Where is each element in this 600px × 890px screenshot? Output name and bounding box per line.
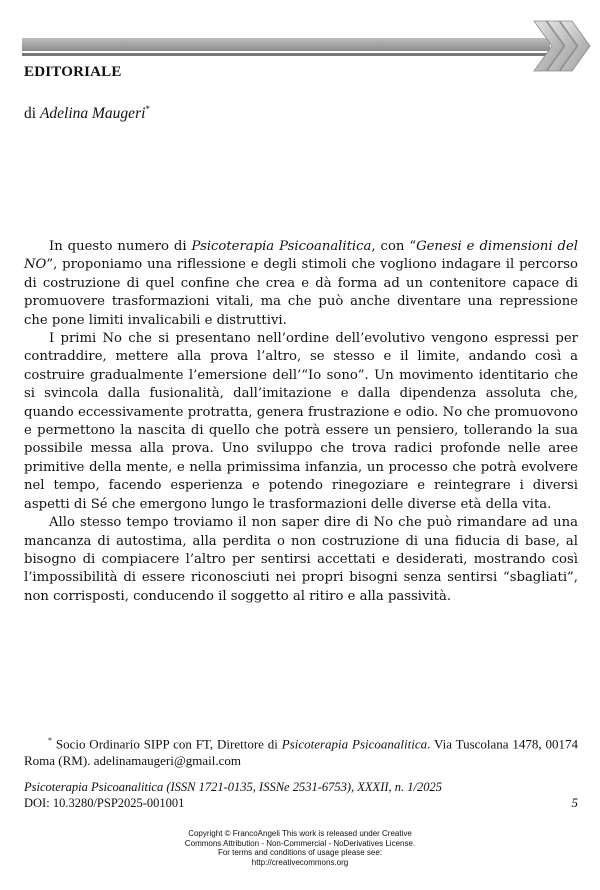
paragraph-3: Allo stesso tempo troviamo il non saper dire di No che può rimandare ad una mancanza di autostima, alla perdita o non costruzione di una fiducia di base, al bisogno di compiacere l’altro per sentirsi accettati e desiderati, mostrando così l’impossibilità di essere riconosciuti nei propri bisogni senza sentirsi “sbagliati”, non corrisposti, conducendo il soggetto al ritiro e alla passività. [24,515,578,604]
footnote [24,732,578,769]
doi: DOI: 10.3280/PSP2025-001001 [24,796,185,810]
paragraph-1-text: In questo numero di [49,239,192,254]
chevron-arrows-icon [532,19,592,74]
journal-title: Psicoterapia Psicoanalitica [191,239,372,254]
section-title: EDITORIALE [24,64,122,80]
paragraph-2: I primi No che si presentano nell’ordine dell’evolutivo vengono espressi per contraddire, mettere alla prova l’altro, se stesso e il limite, andando così a costruire gradualmente l’emersione dell’“Io sono”. Un movimento identitario che si svincola dalla fusionalità, dall’imitazione e dalla dipendenza assoluta che, quando eccessivamente protratta, genera frustrazione e odio. No che promuovono e permettono la nascita di quello che potrà essere un pensiero, tollerando la sua possibile messa alla prova. Uno sviluppo che trova radici profonde nelle aree primitive della mente, e nella primissima infanzia, un processo che potrà evolvere nel tempo, facendo esperienza e potendo rinegoziare e reintegrare i diversi aspetti di Sé che emergono lungo le trasformazioni delle diverse età della vita. [24,331,578,512]
copyright-line-2: Commons Attribution - Non-Commercial - NoDerivatives License. [184,838,416,848]
copyright-notice [0,829,600,867]
article-body [24,238,578,606]
citation-block [24,779,578,811]
copyright-line-3: For terms and conditions of usage please see: [217,848,383,858]
copyright-link: http://creativecommons.org [251,857,349,867]
footnote-text: Socio Ordinario SIPP con FT, Direttore di [52,736,282,752]
issue-theme: Genesi e dimensioni del NO [24,239,578,273]
byline [24,104,150,123]
copyright-line-1: Copyright © FrancoAngeli This work is released under Creative [188,829,412,838]
byline-prefix: di [24,105,37,123]
author-name: Adelina Maugeri [39,105,146,123]
page-number: 5 [571,795,578,810]
author-footnote-mark: * [145,104,150,114]
paragraph-1-text-3: ”, proponiamo una riflessione e degli stimoli che vogliono indagare il percorso di costruzione di quel confine che crea e dà forma ad un contenitore capace di promuovere trasformazioni vitali, ma che può anche diventare una repressione che pone limiti invalicabili e distruttivi. [24,257,578,328]
header-rule-shadow [22,53,550,56]
paragraph-1 [24,238,578,330]
header-rule [22,38,550,51]
footnote-journal: Psicoterapia Psicoanalitica [281,736,428,752]
journal-citation: Psicoterapia Psicoanalitica (ISSN 1721-0135, ISSNe 2531-6753), XXXII, n. 1/2025 [24,780,442,794]
paragraph-1-text-2: , con “ [371,239,417,254]
footnote-text-2: . Via Tuscolana 1478, 00174 Roma (RM). adelinamaugeri@gmail.com [24,736,578,769]
footnote-mark: * [48,736,52,745]
